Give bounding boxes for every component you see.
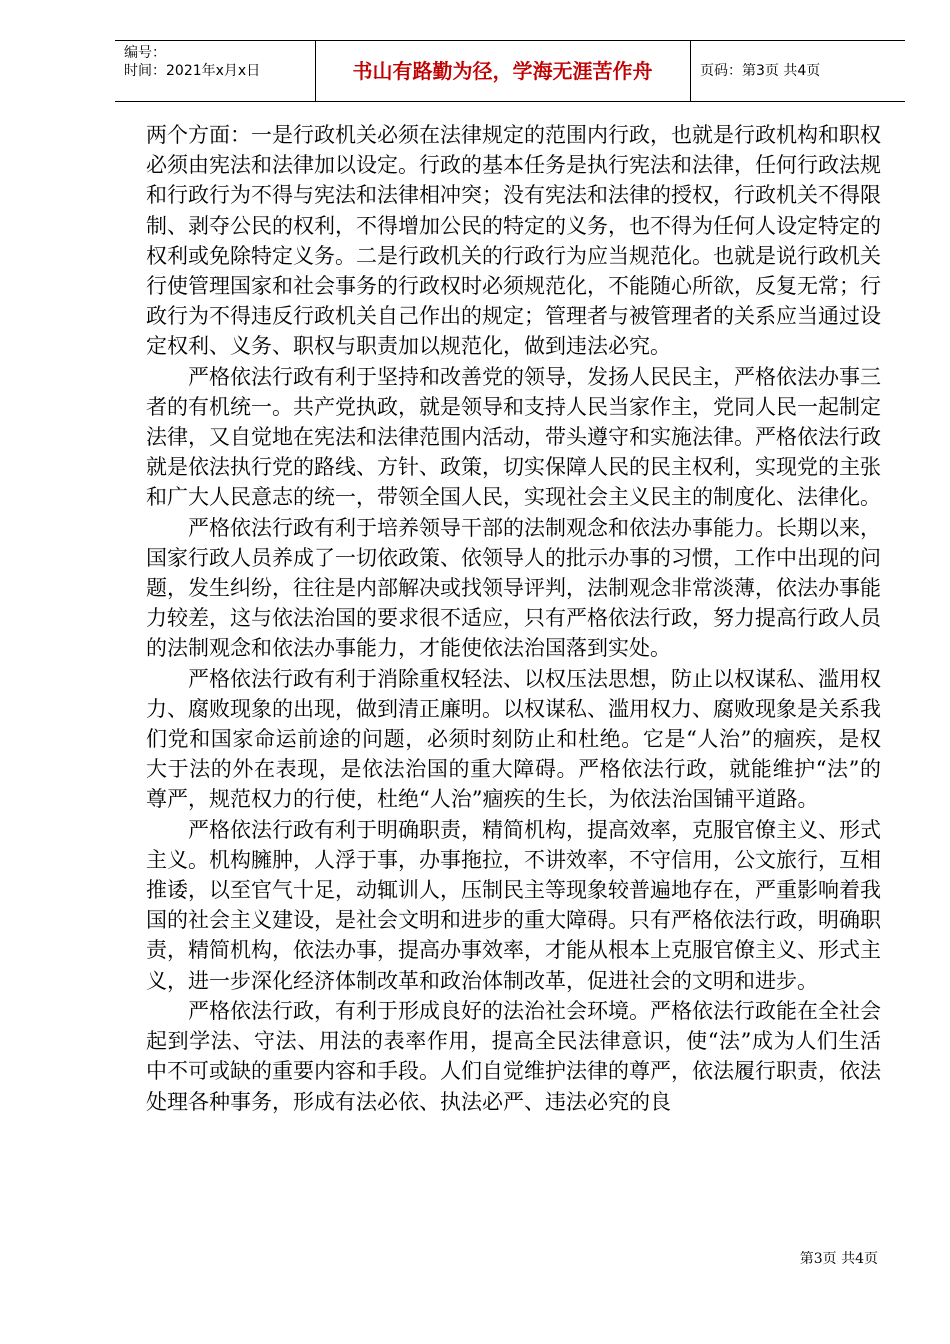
- document-body: [146, 120, 881, 1117]
- page-footer: 第3页 共4页: [799, 1251, 878, 1267]
- serial-label: 编号：: [124, 45, 166, 61]
- paragraph-3: 严格依法行政有利于培养领导干部的法制观念和依法办事能力。长期以来，国家行政人员养成了一切依政策、依领导人的批示办事的习惯，工作中出现的问题，发生纠纷，往往是内部解决或找领导评判，法制观念非常淡薄，依法办事能力较差，这与依法治国的要求很不适应，只有严格依法行政，努力提高行政人员的法制观念和依法办事能力，才能使依法治国落到实处。: [146, 515, 881, 661]
- paragraph-6: 严格依法行政，有利于形成良好的法治社会环境。严格依法行政能在全社会起到学法、守法、用法的表率作用，提高全民法律意识，使“法”成为人们生活中不可或缺的重要内容和手段。人们自觉维护法律的尊严，依法履行职责，依法处理各种事务，形成有法必依、执法必严、违法必究的良: [146, 998, 881, 1114]
- paragraph-5: 严格依法行政有利于明确职责，精简机构，提高效率，克服官僚主义、形式主义。机构臃肿，人浮于事，办事拖拉，不讲效率，不守信用，公文旅行，互相推诿，以至官气十足，动辄训人，压制民主等现象较普遍地存在，严重影响着我国的社会主义建设，是社会文明和进步的重大障碍。只有严格依法行政，明确职责，精简机构，依法办事，提高办事效率，才能从根本上克服官僚主义、形式主义，进一步深化经济体制改革和政治体制改革，促进社会的文明和进步。: [146, 817, 881, 993]
- time-label: 时间：2021年x月x日: [124, 63, 261, 79]
- paragraph-2: 严格依法行政有利于坚持和改善党的领导，发扬人民民主，严格依法办事三者的有机统一。共产党执政，就是领导和支持人民当家作主，党同人民一起制定法律，又自觉地在宪法和法律范围内活动，带头遵守和实施法律。严格依法行政就是依法执行党的路线、方针、政策，切实保障人民的民主权利，实现党的主张和广大人民意志的统一，带领全国人民，实现社会主义民主的制度化、法律化。: [146, 364, 881, 510]
- header-motto: 书山有路勤为径，学海无涯苦作舟: [352, 59, 653, 83]
- document-meta: [124, 44, 260, 80]
- header-page-info: 页码：第3页 共4页: [700, 63, 821, 79]
- paragraph-1: 两个方面：一是行政机关必须在法律规定的范围内行政，也就是行政机构和职权必须由宪法和法律加以设定。行政的基本任务是执行宪法和法律，任何行政法规和行政行为不得与宪法和法律相冲突；没有宪法和法律的授权，行政机关不得限制、剥夺公民的权利，不得增加公民的特定的义务，也不得为任何人设定特定的权利或免除特定义务。二是行政机关的行政行为应当规范化。也就是说行政机关行使管理国家和社会事务的行政权时必须规范化，不能随心所欲，反复无常；行政行为不得违反行政机关自己作出的规定；管理者与被管理者的关系应当通过设定权利、义务、职权与职责加以规范化，做到违法必究。: [146, 123, 881, 359]
- paragraph-4: 严格依法行政有利于消除重权轻法、以权压法思想，防止以权谋私、滥用权力、腐败现象的出现，做到清正廉明。以权谋私、滥用权力、腐败现象是关系我们党和国家命运前途的问题，必须时刻防止和杜绝。它是“人治”的痼疾，是权大于法的外在表现，是依法治国的重大障碍。严格依法行政，就能维护“法”的尊严，规范权力的行使，杜绝“人治”痼疾的生长，为依法治国铺平道路。: [146, 666, 881, 812]
- header-divider-right: [690, 41, 691, 101]
- page-header: [115, 40, 905, 102]
